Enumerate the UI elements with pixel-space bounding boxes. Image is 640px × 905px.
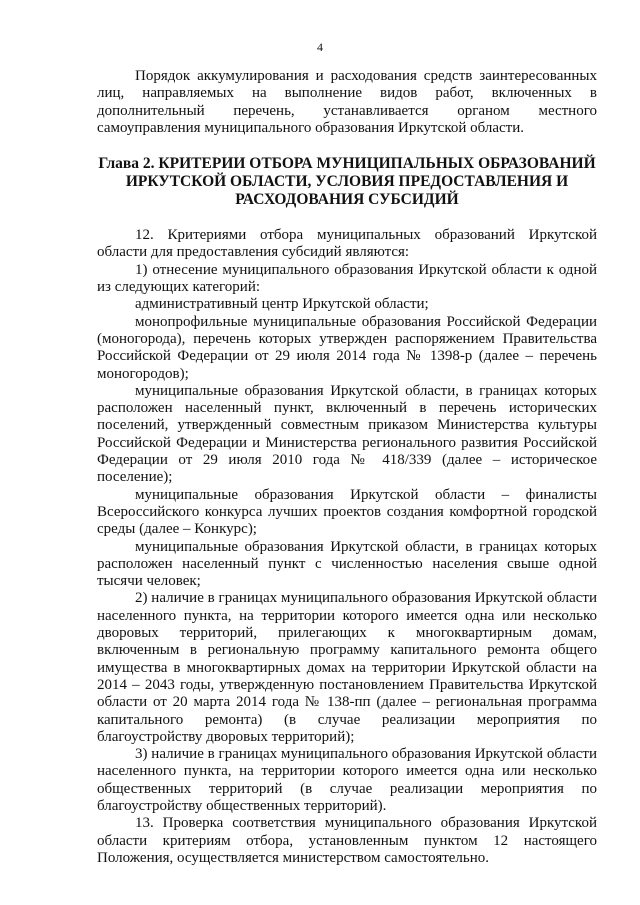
criterion-1: 1) отнесение муниципального образования Иркутской области к одной из следующих категорий: [97,261,597,296]
category-contest-finalists: муниципальные образования Иркутской области – финалисты Всероссийского конкурса лучших проектов создания комфортной городской среды (далее – Конкурс); [97,486,597,538]
chapter-heading-line: ИРКУТСКОЙ ОБЛАСТИ, УСЛОВИЯ ПРЕДОСТАВЛЕНИЯ И [125,173,569,191]
page-number: 4 [317,40,323,54]
category-monotowns: монопрофильные муниципальные образования Российской Федерации (моногорода), перечень которых утвержден распоряжением Правительства Российской Федерации от 29 июля 2014 года № 1398-р (далее – перечень моногородов); [97,313,597,382]
category-historical-settlements: муниципальные образования Иркутской области, в границах которых расположен населенный пункт, включенный в перечень исторических поселений, утвержденный совместным приказом Министерства культуры Российской Федерации и Министерства регионального развития Российской Федерации от 29 июля 2010 года № 418/339 (далее – историческое поселение); [97,382,597,486]
category-admin-center: административный центр Иркутской области; [135,296,429,313]
intro-paragraph: Порядок аккумулирования и расходования средств заинтересованных лиц, направляемых на выполнение видов работ, включенных в дополнительный перечень, устанавливается органом местного самоуправления муниципального образования Иркутской области. [97,68,597,136]
chapter-heading [97,155,597,209]
chapter-heading-line: Глава 2. КРИТЕРИИ ОТБОРА МУНИЦИПАЛЬНЫХ ОБРАЗОВАНИЙ [98,155,596,173]
chapter-heading-line: РАСХОДОВАНИЯ СУБСИДИЙ [235,191,459,209]
category-population: муниципальные образования Иркутской области, в границах которых расположен населенный пункт с численностью населения свыше одной тысячи человек; [97,538,597,590]
paragraph-13: 13. Проверка соответствия муниципального образования Иркутской области критериям отбора, установленным пунктом 12 настоящего Положения, осуществляется министерством самостоятельно. [97,815,597,866]
document-body [97,68,597,867]
criterion-3: 3) наличие в границах муниципального образования Иркутской области населенного пункта, на территории которого имеется одна или несколько общественных территорий (в случае реализации мероприятия по благоустройству общественных территорий). [97,746,597,814]
criterion-2: 2) наличие в границах муниципального образования Иркутской области населенного пункта, на территории которого имеется одна или несколько дворовых территорий, прилегающих к многоквартирным домам, включенным в региональную программу капитального ремонта общего имущества в многоквартирных домах на территории Иркутской области на 2014 – 2043 годы, утвержденную постановлением Правительства Иркутской области от 20 марта 2014 года № 138-пп (далее – региональная программа капитального ремонта) (в случае реализации мероприятия по благоустройству дворовых территорий); [97,590,597,745]
paragraph-12: 12. Критериями отбора муниципальных образований Иркутской области для предоставления субсидий являются: [97,227,597,261]
